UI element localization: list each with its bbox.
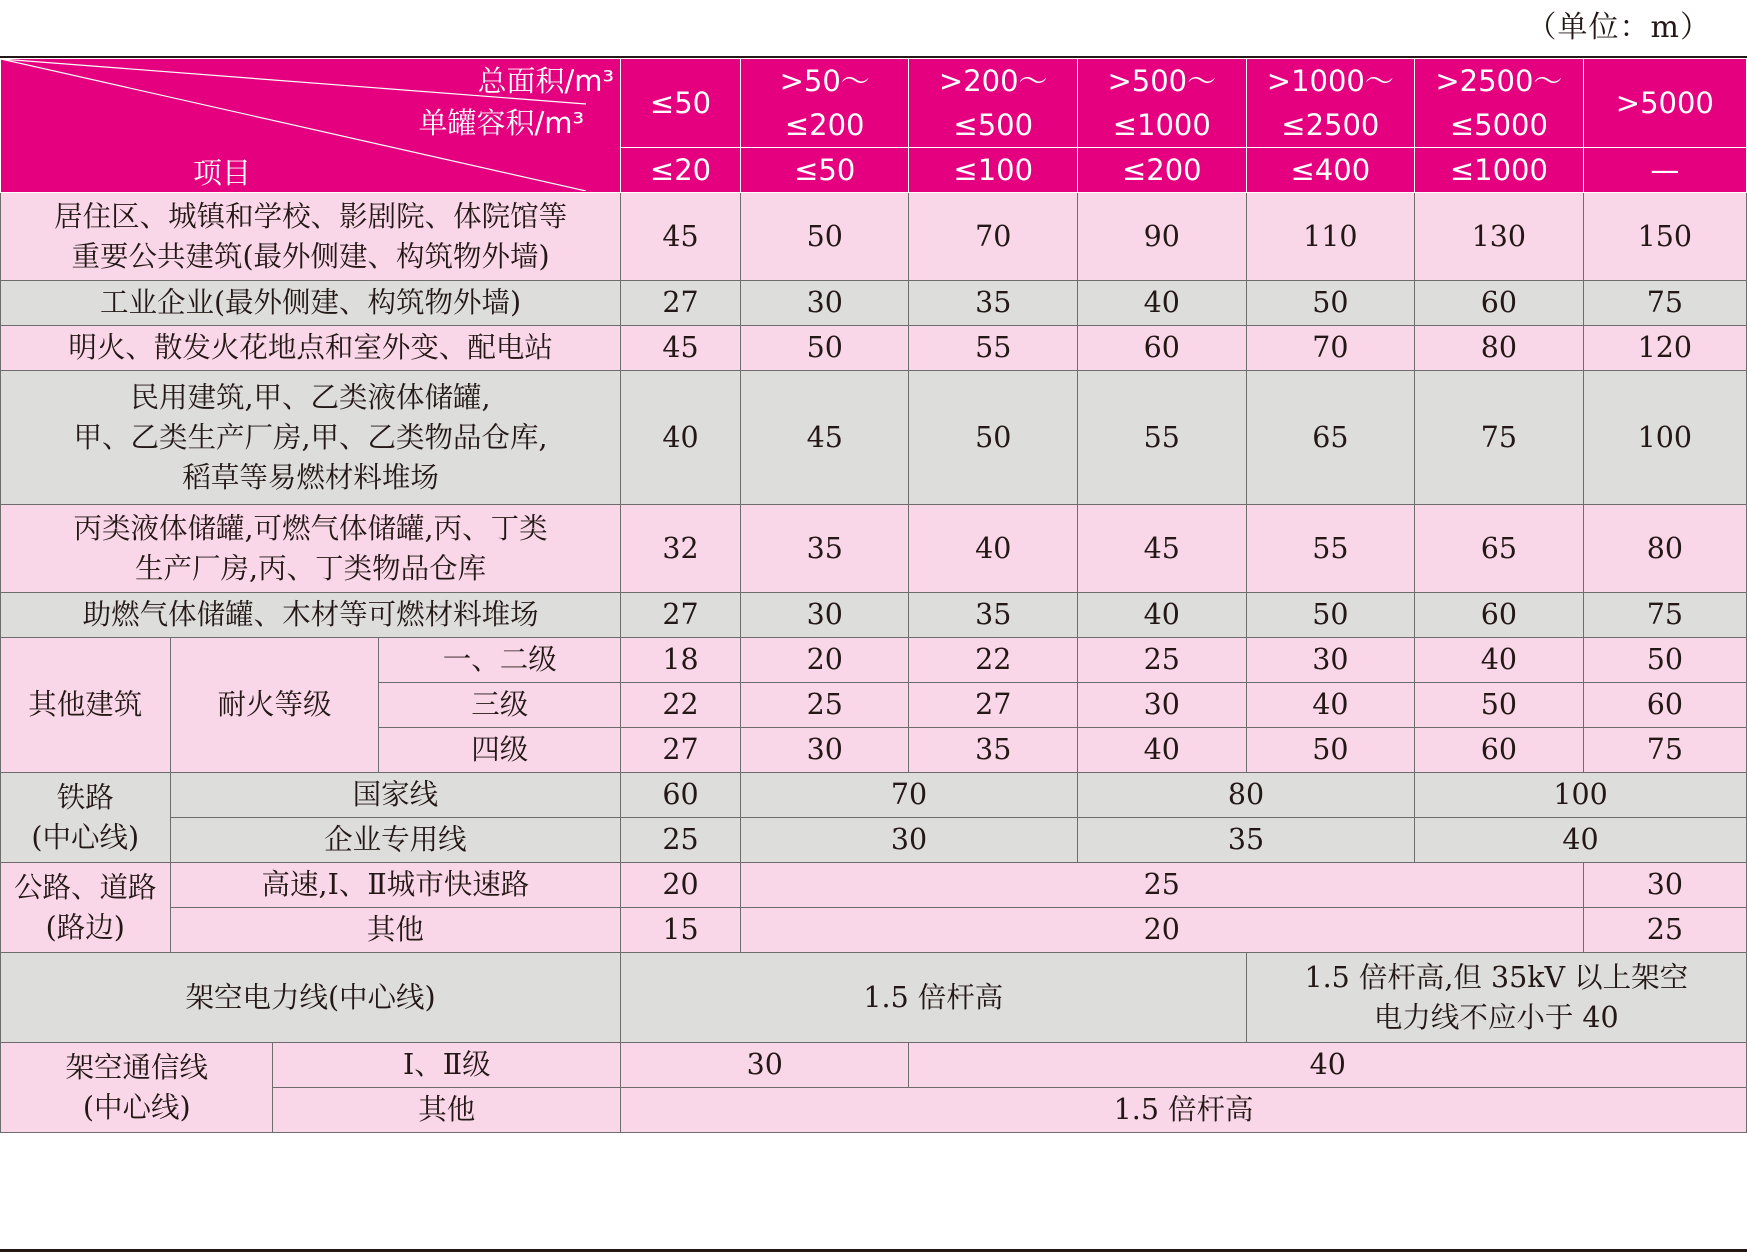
- table-cell: 80: [1078, 773, 1415, 818]
- total-range: ≤50: [621, 59, 741, 148]
- table-row: [1, 773, 1747, 818]
- table-cell: 50: [1246, 728, 1415, 773]
- tank-range: ≤50: [740, 148, 909, 193]
- table-cell: 60: [1583, 683, 1746, 728]
- total-range: >2500～ ≤5000: [1415, 59, 1584, 148]
- table-cell: 90: [1078, 193, 1247, 281]
- table-cell: 50: [1246, 593, 1415, 638]
- row-label: 工业企业(最外侧建、构筑物外墙): [1, 281, 621, 326]
- table-cell: 65: [1415, 505, 1584, 593]
- table-row: [1, 638, 1747, 683]
- unit-note: （单位：m）: [1526, 10, 1711, 45]
- total-range: >200～ ≤500: [909, 59, 1078, 148]
- total-volume-label: 总面积/m³: [477, 64, 615, 98]
- table-cell: 60: [1415, 593, 1584, 638]
- row-label: 公路、道路 (路边): [1, 863, 171, 953]
- table-row: [1, 908, 1747, 953]
- row-sublabel: 企业专用线: [170, 818, 621, 863]
- table-cell: 40: [621, 371, 741, 505]
- table-cell: 60: [621, 773, 741, 818]
- table-row: [1, 281, 1747, 326]
- row-label: 架空电力线(中心线): [1, 953, 621, 1043]
- table-row: [1, 1043, 1747, 1088]
- table-cell: 110: [1246, 193, 1415, 281]
- table-row: [1, 863, 1747, 908]
- table-cell: 25: [740, 863, 1583, 908]
- table-cell: 35: [740, 505, 909, 593]
- table-cell: 130: [1415, 193, 1584, 281]
- table-cell: 25: [621, 818, 741, 863]
- table-cell: 25: [1583, 908, 1746, 953]
- table-cell: 27: [621, 281, 741, 326]
- tank-volume-label: 单罐容积/m³: [418, 106, 585, 140]
- table-cell: 20: [740, 908, 1583, 953]
- table-cell: 50: [1246, 281, 1415, 326]
- table-cell: 32: [621, 505, 741, 593]
- table-cell: 50: [909, 371, 1078, 505]
- table-cell: 50: [740, 326, 909, 371]
- table-cell: 30: [621, 1043, 909, 1088]
- table-cell: 35: [909, 281, 1078, 326]
- tank-range: —: [1583, 148, 1746, 193]
- table-row: [1, 818, 1747, 863]
- total-range: >1000～ ≤2500: [1246, 59, 1415, 148]
- table-cell: 75: [1583, 281, 1746, 326]
- table-cell: 30: [1078, 683, 1247, 728]
- row-label: 居住区、城镇和学校、影剧院、体院馆等 重要公共建筑(最外侧建、构筑物外墙): [1, 193, 621, 281]
- table-row: [1, 953, 1747, 1043]
- table-cell: 40: [1415, 818, 1747, 863]
- table-cell: 80: [1415, 326, 1584, 371]
- table-cell: 45: [621, 193, 741, 281]
- grade-label: 三级: [379, 683, 621, 728]
- table-cell: 18: [621, 638, 741, 683]
- table-cell: 40: [909, 505, 1078, 593]
- header-diagonal-cell: [1, 59, 621, 193]
- table-cell: 60: [1415, 728, 1584, 773]
- grade-label: 一、二级: [379, 638, 621, 683]
- table-cell: 75: [1583, 593, 1746, 638]
- tank-range: ≤100: [909, 148, 1078, 193]
- row-sublabel: 国家线: [170, 773, 621, 818]
- tank-range: ≤20: [621, 148, 741, 193]
- table-cell: 50: [1583, 638, 1746, 683]
- table-cell: 120: [1583, 326, 1746, 371]
- row-sublabel: 其他: [170, 908, 621, 953]
- table-row: [1, 193, 1747, 281]
- table-cell: 70: [1246, 326, 1415, 371]
- table-cell: 20: [621, 863, 741, 908]
- fire-distance-table: [0, 58, 1747, 1133]
- table-cell: 45: [621, 326, 741, 371]
- row-label: 其他建筑: [1, 638, 171, 773]
- table-cell: 50: [740, 193, 909, 281]
- table-cell: 30: [740, 818, 1077, 863]
- row-label: 民用建筑,甲、乙类液体储罐, 甲、乙类生产厂房,甲、乙类物品仓库, 稻草等易燃材料堆场: [1, 371, 621, 505]
- table-bottom-rule: [0, 1249, 1747, 1252]
- table-cell: 50: [1415, 683, 1584, 728]
- table-cell: 40: [1415, 638, 1584, 683]
- tank-range: ≤400: [1246, 148, 1415, 193]
- table-cell: 1.5 倍杆高: [621, 953, 1246, 1043]
- row-label: 丙类液体储罐,可燃气体储罐,丙、丁类 生产厂房,丙、丁类物品仓库: [1, 505, 621, 593]
- table-cell: 30: [1246, 638, 1415, 683]
- table-cell: 100: [1583, 371, 1746, 505]
- table-cell: 22: [909, 638, 1078, 683]
- table-row: [1, 505, 1747, 593]
- table-cell: 55: [1078, 371, 1247, 505]
- table-cell: 1.5 倍杆高: [621, 1088, 1747, 1133]
- table-cell: 35: [909, 728, 1078, 773]
- table-cell: 25: [1078, 638, 1247, 683]
- table-cell: 35: [909, 593, 1078, 638]
- table-cell: 27: [909, 683, 1078, 728]
- table-cell: 25: [740, 683, 909, 728]
- table-cell: 22: [621, 683, 741, 728]
- table-cell: 70: [740, 773, 1077, 818]
- row-sublabel: 耐火等级: [170, 638, 379, 773]
- table-cell: 40: [1078, 281, 1247, 326]
- table-cell: 55: [909, 326, 1078, 371]
- table-cell: 27: [621, 728, 741, 773]
- table-cell: 45: [1078, 505, 1247, 593]
- row-sublabel: Ⅰ、Ⅱ级: [273, 1043, 621, 1088]
- table-cell: 40: [1246, 683, 1415, 728]
- table-cell: 65: [1246, 371, 1415, 505]
- total-range: >50～≤200: [740, 59, 909, 148]
- row-label: 架空通信线 (中心线): [1, 1043, 273, 1133]
- table-cell: 150: [1583, 193, 1746, 281]
- row-label: 明火、散发火花地点和室外变、配电站: [1, 326, 621, 371]
- table-cell: 15: [621, 908, 741, 953]
- table-cell: 20: [740, 638, 909, 683]
- table-row: [1, 326, 1747, 371]
- table-cell: 40: [1078, 593, 1247, 638]
- table-cell: 30: [740, 728, 909, 773]
- table-cell: 80: [1583, 505, 1746, 593]
- total-range: >5000: [1583, 59, 1746, 148]
- table-cell: 30: [740, 593, 909, 638]
- total-range: >500～ ≤1000: [1078, 59, 1247, 148]
- table-cell: 40: [909, 1043, 1747, 1088]
- row-sublabel: 其他: [273, 1088, 621, 1133]
- table-row: [1, 371, 1747, 505]
- row-label: 助燃气体储罐、木材等可燃材料堆场: [1, 593, 621, 638]
- table-cell: 1.5 倍杆高,但 35kV 以上架空 电力线不应小于 40: [1246, 953, 1746, 1043]
- table-row: [1, 593, 1747, 638]
- table-cell: 75: [1583, 728, 1746, 773]
- table-cell: 60: [1078, 326, 1247, 371]
- table-cell: 75: [1415, 371, 1584, 505]
- item-label: 项目: [193, 156, 252, 190]
- table-cell: 100: [1415, 773, 1747, 818]
- table-cell: 45: [740, 371, 909, 505]
- table-cell: 27: [621, 593, 741, 638]
- table-cell: 55: [1246, 505, 1415, 593]
- grade-label: 四级: [379, 728, 621, 773]
- table-cell: 40: [1078, 728, 1247, 773]
- table-cell: 35: [1078, 818, 1415, 863]
- tank-range: ≤1000: [1415, 148, 1584, 193]
- row-sublabel: 高速,Ⅰ、Ⅱ城市快速路: [170, 863, 621, 908]
- row-label: 铁路 (中心线): [1, 773, 171, 863]
- table-cell: 30: [1583, 863, 1746, 908]
- tank-range: ≤200: [1078, 148, 1247, 193]
- header-row-total: [1, 59, 1747, 148]
- table-cell: 60: [1415, 281, 1584, 326]
- table-cell: 30: [740, 281, 909, 326]
- table-cell: 70: [909, 193, 1078, 281]
